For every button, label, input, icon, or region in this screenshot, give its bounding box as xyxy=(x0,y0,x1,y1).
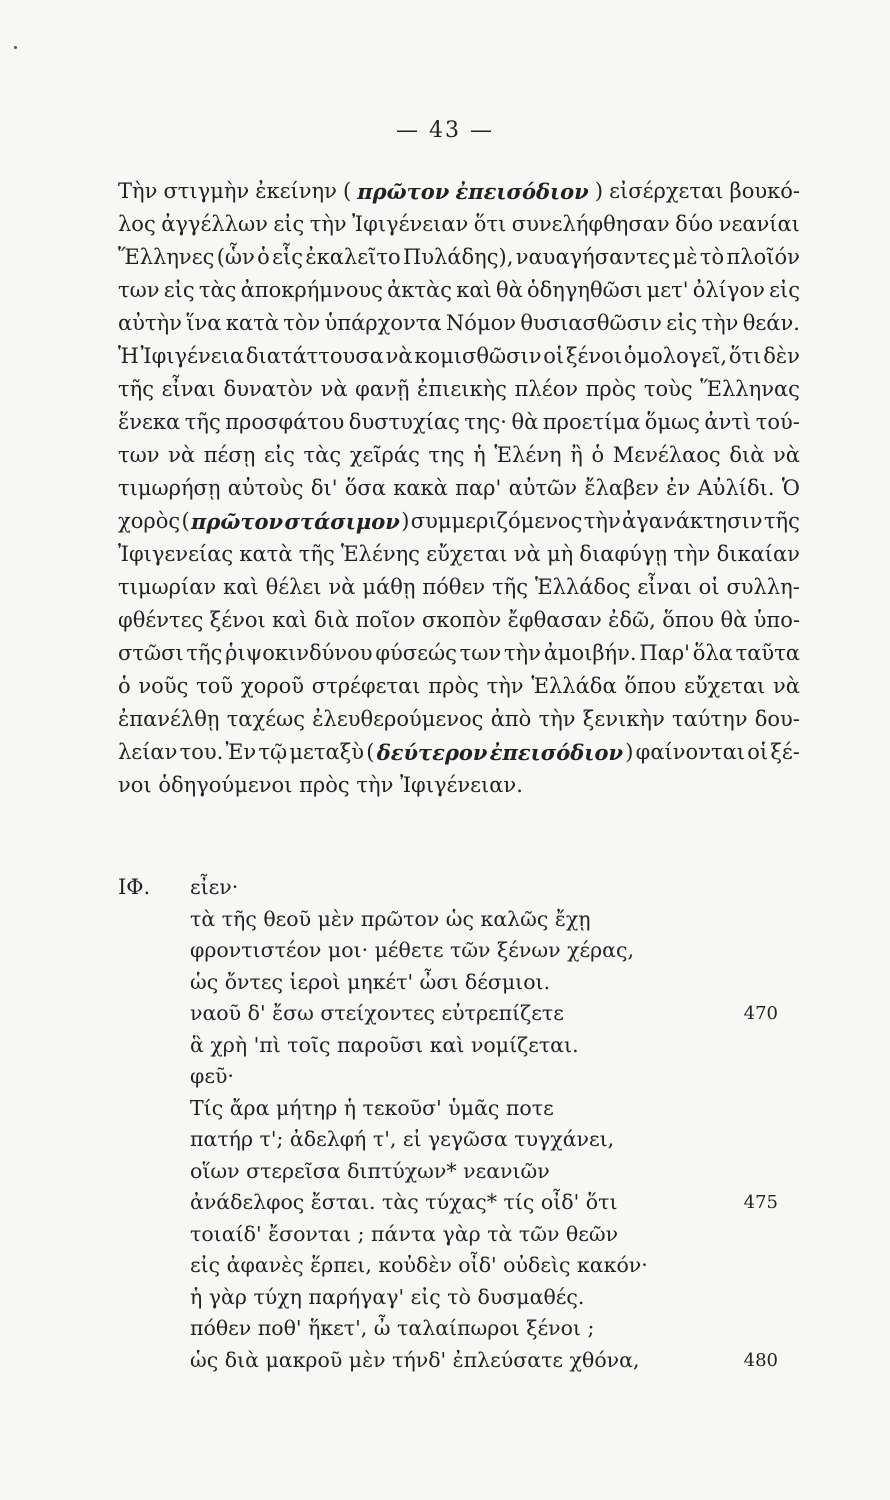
word: πρὸς xyxy=(299,773,350,797)
word: θεάν. xyxy=(742,311,800,335)
word: μὲ xyxy=(672,245,698,269)
word: χοροῦ xyxy=(240,674,304,698)
line-number: 480 xyxy=(743,1349,778,1371)
word: λείαν xyxy=(118,740,178,764)
word: ἀκτὰς xyxy=(387,278,452,302)
prose-line xyxy=(118,604,800,637)
word: των xyxy=(118,278,160,302)
word: ἐπανέλθῃ xyxy=(118,707,220,731)
word: ὁ xyxy=(257,245,270,269)
prose-line xyxy=(118,274,800,307)
word: τὴν xyxy=(309,212,347,236)
word: οἱ xyxy=(543,344,565,368)
word: διὰ xyxy=(314,608,350,632)
word: τῆς xyxy=(184,410,221,434)
prose-line xyxy=(118,406,800,439)
summary-paragraph xyxy=(118,175,800,802)
word: ἀμοιβήν. xyxy=(543,641,637,665)
word: φαίνονται xyxy=(635,740,745,764)
paper-speck xyxy=(14,46,17,49)
word: θὰ xyxy=(511,410,539,434)
word: βουκό- xyxy=(729,179,800,203)
word: νοῦς xyxy=(138,674,189,698)
prose-line xyxy=(118,340,800,373)
verse-line xyxy=(118,904,778,936)
word: τῆς xyxy=(118,377,154,401)
word: ἐν xyxy=(666,476,691,500)
word: κατὰ xyxy=(225,311,279,335)
verse-line xyxy=(118,872,778,904)
word: πλοῖόν xyxy=(726,245,800,269)
word: ῥιψοκινδύνου xyxy=(225,641,373,665)
word: τὴν xyxy=(538,707,576,731)
word: τῆς xyxy=(298,542,335,566)
word: ὁδηγούμενοι xyxy=(158,773,293,797)
word: τὰς xyxy=(303,443,342,467)
prose-line xyxy=(118,439,800,472)
word: ξενικὴν xyxy=(582,707,665,731)
word: ταῦτα xyxy=(735,641,800,665)
word: Ὁ xyxy=(781,476,800,500)
word: θέλει xyxy=(265,575,322,599)
verse-text: ἃ χρὴ 'πὶ τοῖς παροῦσι καὶ νομίζεται. xyxy=(190,1032,579,1057)
word: ( xyxy=(181,509,190,533)
word: οἱ xyxy=(747,740,769,764)
verse-line xyxy=(118,1250,778,1282)
word: τῆς xyxy=(186,641,223,665)
italic-term: πρῶτον xyxy=(191,509,284,534)
word: τῆς xyxy=(763,509,800,533)
verse-line xyxy=(118,1030,778,1062)
word: συλλη- xyxy=(726,575,800,599)
verse-text: τὰ τῆς θεοῦ μὲν πρῶτον ὡς καλῶς ἔχῃ xyxy=(190,906,591,931)
word: νὰ xyxy=(328,575,356,599)
word: στιγμὴν xyxy=(163,179,250,203)
prose-line xyxy=(118,472,800,505)
word: δου- xyxy=(754,707,800,731)
word: χορὸς xyxy=(118,509,181,533)
word: ἐδῶ, xyxy=(608,608,656,632)
word: τὴν xyxy=(503,641,541,665)
word: δικαίαν xyxy=(716,542,800,566)
word: ἐκαλεῖτο xyxy=(305,245,401,269)
word: συνελήφθησαν xyxy=(511,212,670,236)
word: ποῖον xyxy=(355,608,416,632)
prose-line xyxy=(118,670,800,703)
italic-term: πρῶτον xyxy=(357,179,450,204)
italic-term: δεύτερον xyxy=(376,740,488,765)
prose-line xyxy=(118,538,800,571)
word: κατὰ xyxy=(239,542,293,566)
verse-text: τοιαίδ' ἔσονται ; πάντα γὰρ τὰ τῶν θεῶν xyxy=(190,1221,619,1246)
verse-text: φροντιστέον μοι· μέθετε τῶν ξένων χέρας, xyxy=(190,938,635,962)
word: της· xyxy=(464,410,507,434)
prose-line xyxy=(118,307,800,340)
word: αὐτοὺς xyxy=(227,476,304,500)
verse-line xyxy=(118,1219,778,1251)
word: εἰς xyxy=(273,212,305,236)
verse-text: εἶεν· xyxy=(190,875,239,899)
word: τιμωρίαν xyxy=(118,575,217,599)
verse-line xyxy=(118,1093,778,1125)
word: εἰς xyxy=(769,278,800,302)
word: προετίμα xyxy=(542,410,641,434)
verse-line xyxy=(118,998,778,1030)
word: δι' xyxy=(310,476,338,500)
verse-line xyxy=(118,1345,778,1377)
verse-line xyxy=(118,1061,778,1093)
word: κακὰ xyxy=(393,476,448,500)
word: νεανίαι xyxy=(718,212,800,236)
word: ὁ xyxy=(591,443,605,467)
word: ὁμολογεῖ, xyxy=(623,344,728,368)
word: διατάττουσα xyxy=(245,344,384,368)
word: νὰ xyxy=(385,344,413,368)
prose-line xyxy=(118,373,800,406)
word: ἔφθασαν xyxy=(507,608,602,632)
word: ἐλευθερούμενος xyxy=(312,707,484,731)
word: ἔλαβεν xyxy=(584,476,659,500)
italic-term: ἐπεισόδιον xyxy=(489,740,624,765)
word: ὀλίγον xyxy=(692,278,765,302)
italic-term: ἐπεισόδιον xyxy=(455,179,589,204)
word: τοὺς xyxy=(643,377,693,401)
word: Ἕλληνας xyxy=(700,377,800,401)
word: διὰ xyxy=(729,443,765,467)
word: Τὴν xyxy=(118,179,158,203)
word: διαφύγῃ xyxy=(579,542,668,566)
word: τὰς xyxy=(198,278,237,302)
word: των xyxy=(118,443,160,467)
word: σκοπὸν xyxy=(421,608,502,632)
word: ὑπο- xyxy=(753,608,800,632)
word: ἀποκρήμνους xyxy=(240,278,383,302)
word: εὔχεται xyxy=(683,674,766,698)
word: ταχέως xyxy=(226,707,305,731)
line-number: 470 xyxy=(743,1003,778,1024)
word: ὅμως xyxy=(644,410,700,434)
word: δυνατὸν xyxy=(223,377,313,401)
word: πλέον xyxy=(514,377,578,401)
word: στρέφεται xyxy=(311,674,421,698)
speaker-label: ΙΦ. xyxy=(118,875,151,899)
word: κομισθῶσιν xyxy=(414,344,542,368)
word: τιμωρήσῃ xyxy=(118,476,221,500)
word: ὅλα xyxy=(692,641,733,665)
verse-text: ναοῦ δ' ἔσω στείχοντες εὐτρεπίζετε xyxy=(190,1001,564,1025)
verse-text: οἵων στερεῖσα διπτύχων* νεανιῶν xyxy=(190,1158,550,1183)
word: ναυαγήσαντες xyxy=(515,245,671,269)
word: τῆς xyxy=(492,575,528,599)
word: νοι xyxy=(118,773,152,797)
verse-line xyxy=(118,1187,778,1219)
verse-line xyxy=(118,1282,778,1314)
word: πρὸς xyxy=(428,674,479,698)
word: ἀγγέλλων xyxy=(161,212,268,236)
word: φύσεώς xyxy=(375,641,457,665)
prose-line xyxy=(118,505,800,538)
word: ἵνα xyxy=(186,311,222,335)
verse-line xyxy=(118,1124,778,1156)
page-number: — 43 — xyxy=(396,118,494,143)
word: νὰ xyxy=(773,674,800,698)
word: εἶναι xyxy=(161,377,216,401)
word: Πυλάδης), xyxy=(402,245,514,269)
word: μάθῃ xyxy=(362,575,416,599)
verse-text: Τίς ἄρα μήτηρ ἡ τεκοῦσ' ὑμᾶς ποτε xyxy=(190,1095,554,1120)
word: Ἑλένη xyxy=(494,443,562,467)
word: ἢ xyxy=(570,443,583,467)
word: Ἰφιγένεια xyxy=(140,344,245,368)
word: προσφάτου xyxy=(225,410,345,434)
word: εὔχεται xyxy=(426,542,508,566)
word: τὴν xyxy=(356,773,394,797)
word: καὶ xyxy=(456,278,492,302)
word: ἕνεκα xyxy=(118,410,181,434)
word: ἡ xyxy=(473,443,486,467)
verse-text: πατήρ τ'; ἀδελφή τ', εἰ γεγῶσα τυγχάνει, xyxy=(190,1127,615,1151)
word: πόθεν xyxy=(422,575,486,599)
word: ξέ- xyxy=(770,740,800,764)
word: ξένοι xyxy=(209,608,266,632)
verse-line xyxy=(118,935,778,967)
word: Ἰφιγένειαν. xyxy=(400,773,523,797)
word: ) xyxy=(401,509,410,533)
prose-line xyxy=(118,208,800,241)
word: (ὧν xyxy=(216,245,255,269)
verse-text: ὡς διὰ μακροῦ μὲν τήνδ' ἐπλεύσατε χθόνα, xyxy=(190,1347,640,1372)
word: οἱ xyxy=(698,575,720,599)
word: Ἕλληνες xyxy=(118,245,215,269)
word: ὑπάρχοντα xyxy=(324,311,442,335)
word: εἷς xyxy=(272,245,303,269)
verse-line xyxy=(118,967,778,999)
word: θυσιασθῶσιν xyxy=(520,311,662,335)
line-number: 475 xyxy=(743,1192,778,1213)
word: συμμεριζόμενος xyxy=(410,509,583,533)
word: Ἑλένης xyxy=(340,542,420,566)
word: πρὸς xyxy=(585,377,637,401)
word: νὰ xyxy=(773,443,800,467)
word: τὴν xyxy=(701,311,739,335)
verse-text: ὡς ὄντες ἱεροὶ μηκέτ' ὦσι δέσμιοι. xyxy=(190,969,551,994)
verse-text: ἡ γὰρ τύχη παρήγαγ' εἰς τὸ δυσμαθές. xyxy=(190,1284,585,1309)
verse-text: πόθεν ποθ' ἥκετ', ὦ ταλαίπωροι ξένοι ; xyxy=(190,1316,595,1340)
word: νὰ xyxy=(320,377,348,401)
word: δύο xyxy=(675,212,714,236)
word: Ἑλλάδος xyxy=(534,575,631,599)
verse-line xyxy=(118,1313,778,1345)
italic-term: στάσιμον xyxy=(284,509,400,534)
word: μεταξὺ xyxy=(289,740,365,764)
word: εἰς xyxy=(163,278,195,302)
word: ) xyxy=(594,179,604,203)
word: στῶσι xyxy=(118,641,184,665)
word: μὴ xyxy=(546,542,574,566)
word: ὅπου xyxy=(624,674,677,698)
word: ὁ xyxy=(118,674,131,698)
word: ( xyxy=(366,740,375,764)
word: του. xyxy=(179,740,224,764)
word: παρ' xyxy=(455,476,502,500)
word: ἐκείνην xyxy=(255,179,337,203)
verse-passage xyxy=(118,872,778,1376)
word: ὅπου xyxy=(662,608,715,632)
verse-line xyxy=(118,1156,778,1188)
word: Μενέλαος xyxy=(612,443,721,467)
word: Αὐλίδι. xyxy=(697,476,775,500)
word: ὅτι xyxy=(728,344,762,368)
word: Ἑλλάδα xyxy=(531,674,617,698)
word: τὸ xyxy=(699,245,725,269)
word: ( xyxy=(343,179,352,203)
prose-line xyxy=(118,637,800,670)
word: λος xyxy=(118,212,156,236)
word: τοῦ xyxy=(196,674,234,698)
word: θὰ xyxy=(720,608,748,632)
prose-line xyxy=(118,571,800,604)
verse-text: εἰς ἀφανὲς ἕρπει, κοὐδὲν οἶδ' οὐδεὶς κακόν· xyxy=(190,1253,648,1277)
word: θὰ xyxy=(495,278,523,302)
word: τὴν xyxy=(583,509,621,533)
word: εἰσέρχεται xyxy=(609,179,724,203)
word: καὶ xyxy=(223,575,259,599)
word: ἀντὶ xyxy=(704,410,752,434)
prose-line xyxy=(118,241,800,274)
word: δυστυχίας xyxy=(348,410,460,434)
word: Ἡ xyxy=(118,344,139,368)
word: τὴν xyxy=(673,542,711,566)
word: ὅσα xyxy=(344,476,386,500)
word: ἐπιεικὴς xyxy=(417,377,507,401)
word: τὸν xyxy=(283,311,321,335)
word: τού- xyxy=(755,410,800,434)
word: δὲν xyxy=(763,344,800,368)
word: χεῖράς xyxy=(349,443,420,467)
word: πέσῃ xyxy=(203,443,256,467)
word: εἶναι xyxy=(637,575,692,599)
prose-line xyxy=(118,769,800,802)
word: φανῇ xyxy=(355,377,410,401)
prose-line xyxy=(118,703,800,736)
word: ) xyxy=(625,740,634,764)
word: νὰ xyxy=(513,542,541,566)
word: της xyxy=(428,443,465,467)
word: ἀγανάκτησιν xyxy=(622,509,763,533)
word: ἀπὸ xyxy=(490,707,532,731)
word: Ἰφιγενείας xyxy=(118,542,234,566)
word: Νόμον xyxy=(445,311,516,335)
verse-text: φεῦ· xyxy=(190,1064,234,1088)
word: αὐτὴν xyxy=(118,311,182,335)
word: φθέντες xyxy=(118,608,204,632)
word: των xyxy=(459,641,502,665)
prose-line xyxy=(118,175,800,208)
prose-line xyxy=(118,736,800,769)
word: ὅτι xyxy=(473,212,507,236)
word: Ἐν xyxy=(225,740,257,764)
word: Παρ' xyxy=(639,641,690,665)
word: αὐτῶν xyxy=(508,476,578,500)
word: καὶ xyxy=(272,608,308,632)
word: νὰ xyxy=(168,443,196,467)
word: εἰς xyxy=(264,443,295,467)
word: ὁδηγηθῶσι xyxy=(527,278,643,302)
word: ξένοι xyxy=(565,344,623,368)
word: εἰς xyxy=(666,311,698,335)
word: τῷ xyxy=(258,740,288,764)
verse-text: ἀνάδελφος ἔσται. τὰς τύχας* τίς οἶδ' ὅτι xyxy=(190,1190,618,1214)
word: Ἰφιγένειαν xyxy=(352,212,469,236)
word: ταύτην xyxy=(671,707,748,731)
word: μετ' xyxy=(646,278,689,302)
word: τὴν xyxy=(486,674,524,698)
